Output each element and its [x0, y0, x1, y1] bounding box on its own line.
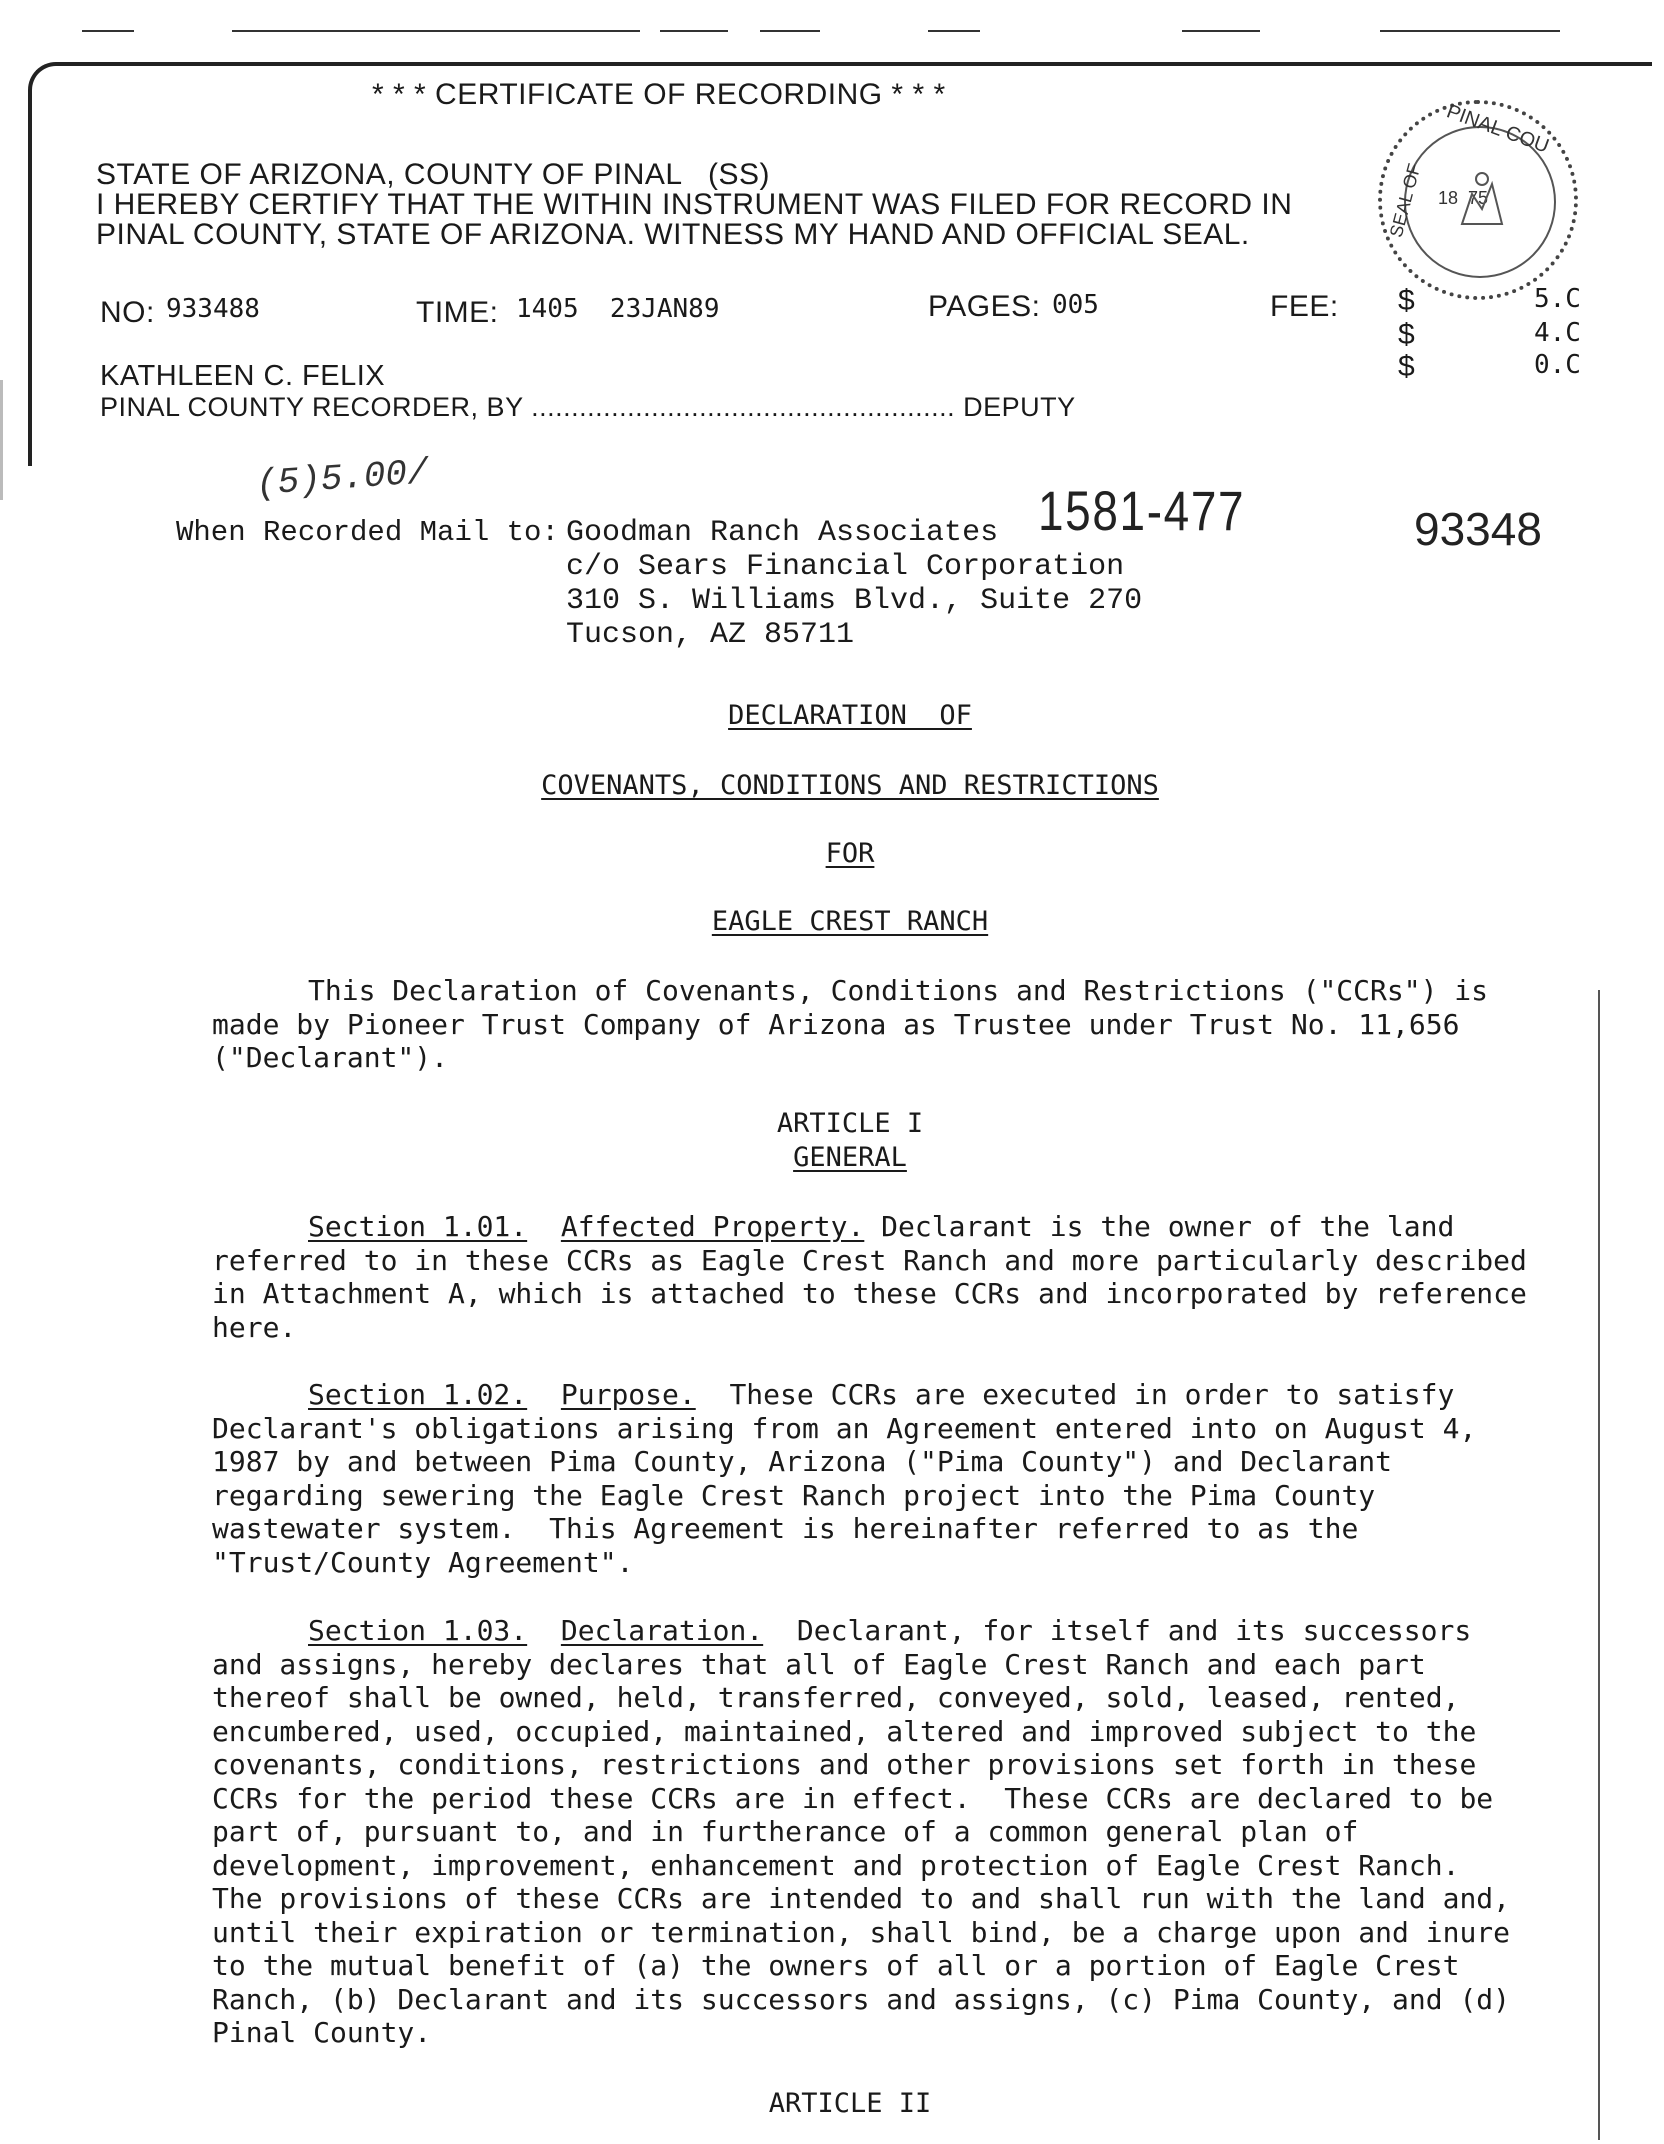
scan-dash — [928, 30, 980, 32]
mail-to-line: 310 S. Williams Blvd., Suite 270 — [566, 584, 1143, 618]
recorder-line: PINAL COUNTY RECORDER, BY ..................................................... DEPUTY — [100, 392, 1076, 422]
certificate-no-value: 933488 — [166, 294, 260, 324]
fee-amount: 5.C — [1534, 284, 1581, 314]
section-line: The provisions of these CCRs are intended to and shall run with the land and, — [212, 1882, 1511, 1915]
section-line: Declarant's obligations arising from an Agreement entered into on August 4, — [212, 1411, 1477, 1445]
intro-line: made by Pioneer Trust Company of Arizona as Trustee under Trust No. 11,656 — [212, 1007, 1460, 1041]
book-page-number: 1581-477 — [1038, 479, 1246, 542]
fee-amount: 0.C — [1534, 350, 1581, 380]
section-first-line: Declarant is the owner of the land — [864, 1210, 1455, 1243]
section-line: here. — [212, 1310, 297, 1344]
certificate-state-line: STATE OF ARIZONA, COUNTY OF PINAL (SS) — [96, 158, 770, 191]
article-2-title: ARTICLE II — [768, 2088, 932, 2119]
scan-dash — [1182, 30, 1260, 32]
section-line: encumbered, used, occupied, maintained, altered and improved subject to the — [212, 1714, 1477, 1748]
scan-dash — [760, 30, 820, 32]
certificate-pages-label: PAGES: — [928, 290, 1041, 323]
section-first-line: Declarant, for itself and its successors — [763, 1614, 1472, 1647]
section-line: in Attachment A, which is attached to these CCRs and incorporated by reference — [212, 1277, 1527, 1310]
section-1-03 — [212, 1614, 1512, 2050]
section-number: Section 1.02. — [308, 1378, 528, 1411]
fee-amount: 4.C — [1534, 318, 1581, 348]
certificate-certify-line2: PINAL COUNTY, STATE OF ARIZONA. WITNESS MY HAND AND OFFICIAL SEAL. — [96, 218, 1250, 251]
section-line: and assigns, hereby declares that all of Eagle Crest Ranch and each part — [212, 1647, 1426, 1681]
fee-symbol: $ — [1398, 318, 1416, 351]
certificate-certify-line1: I HEREBY CERTIFY THAT THE WITHIN INSTRUMENT WAS FILED FOR RECORD IN — [96, 188, 1293, 221]
seal-text-left: SEAL OF — [1385, 161, 1425, 240]
handwritten-note: (5)5.00/ — [254, 452, 431, 505]
seal-emblem — [1452, 164, 1512, 234]
section-line: development, improvement, enhancement and protection of Eagle Crest Ranch. — [212, 1848, 1460, 1882]
heading-project-name: EAGLE CREST RANCH — [711, 906, 989, 937]
section-1-01 — [212, 1210, 1527, 1344]
recorder-name: KATHLEEN C. FELIX — [100, 360, 386, 392]
section-line: part of, pursuant to, and in furtherance of a common general plan of — [212, 1815, 1359, 1848]
section-line: Ranch, (b) Declarant and its successors and assigns, (c) Pima County, and (d) — [212, 1982, 1511, 2016]
section-1-02 — [212, 1378, 1512, 1579]
mail-to-line: c/o Sears Financial Corporation — [566, 550, 1125, 584]
certificate-pages-value: 005 — [1052, 290, 1099, 320]
section-line: covenants, conditions, restrictions and other provisions set forth in these — [212, 1748, 1477, 1781]
mail-to-label: When Recorded Mail to: — [176, 516, 559, 549]
heading-for: FOR — [825, 838, 875, 869]
heading-declaration: DECLARATION OF — [728, 700, 972, 731]
heading-covenants: COVENANTS, CONDITIONS AND RESTRICTIONS — [541, 770, 1159, 801]
certificate-fee-label: FEE: — [1270, 290, 1339, 323]
certificate-time-label: TIME: — [416, 296, 499, 329]
section-line: wastewater system. This Agreement is hereinafter referred to as the — [212, 1512, 1359, 1545]
section-title: Purpose. — [560, 1378, 696, 1411]
section-title: Declaration. — [560, 1614, 764, 1647]
section-line: to the mutual benefit of (a) the owners of all or a portion of Eagle Crest — [212, 1949, 1460, 1982]
section-line: referred to in these CCRs as Eagle Crest Ranch and more particularly described — [212, 1243, 1527, 1277]
section-line: until their expiration or termination, shall bind, be a charge upon and inure — [212, 1915, 1511, 1949]
section-first-line: These CCRs are executed in order to satisfy — [695, 1378, 1455, 1411]
certificate-no-label: NO: — [100, 296, 155, 329]
section-title: Affected Property. — [560, 1210, 865, 1243]
section-line: CCRs for the period these CCRs are in effect. These CCRs are declared to be — [212, 1781, 1494, 1815]
intro-line: This Declaration of Covenants, Conditions and Restrictions ("CCRs") is — [308, 974, 1489, 1007]
certificate-title: * * * CERTIFICATE OF RECORDING * * * — [372, 78, 946, 111]
section-line: Pinal County. — [212, 2016, 432, 2049]
fee-symbol: $ — [1398, 350, 1416, 383]
scan-dash — [82, 30, 134, 32]
scan-dash — [1380, 30, 1560, 32]
section-line: thereof shall be owned, held, transferred, conveyed, sold, leased, rented, — [212, 1681, 1460, 1714]
article-1-title: ARTICLE I — [776, 1108, 924, 1139]
scan-dash — [232, 30, 640, 32]
section-line: "Trust/County Agreement". — [212, 1545, 634, 1579]
mail-to-line: Tucson, AZ 85711 — [566, 618, 855, 652]
article-1-subtitle: GENERAL — [793, 1142, 907, 1173]
fee-symbol: $ — [1398, 284, 1416, 317]
seal-year: 18 75 — [1438, 188, 1489, 208]
mail-to-line: Goodman Ranch Associates — [566, 516, 999, 550]
section-number: Section 1.03. — [308, 1614, 528, 1647]
scan-edge-line — [0, 380, 3, 500]
certificate-time-value: 1405 23JAN89 — [516, 294, 720, 324]
section-line: regarding sewering the Eagle Crest Ranch project into the Pima County — [212, 1478, 1376, 1512]
intro-paragraph — [212, 974, 1512, 1075]
section-number: Section 1.01. — [308, 1210, 528, 1243]
scan-dash — [660, 30, 728, 32]
county-seal — [1378, 100, 1578, 300]
document-number: 93348 — [1414, 503, 1542, 555]
seal-text-top: PINAL COU — [1443, 100, 1552, 158]
intro-line: ("Declarant"). — [212, 1041, 449, 1074]
section-line: 1987 by and between Pima County, Arizona ("Pima County") and Declarant — [212, 1445, 1393, 1478]
